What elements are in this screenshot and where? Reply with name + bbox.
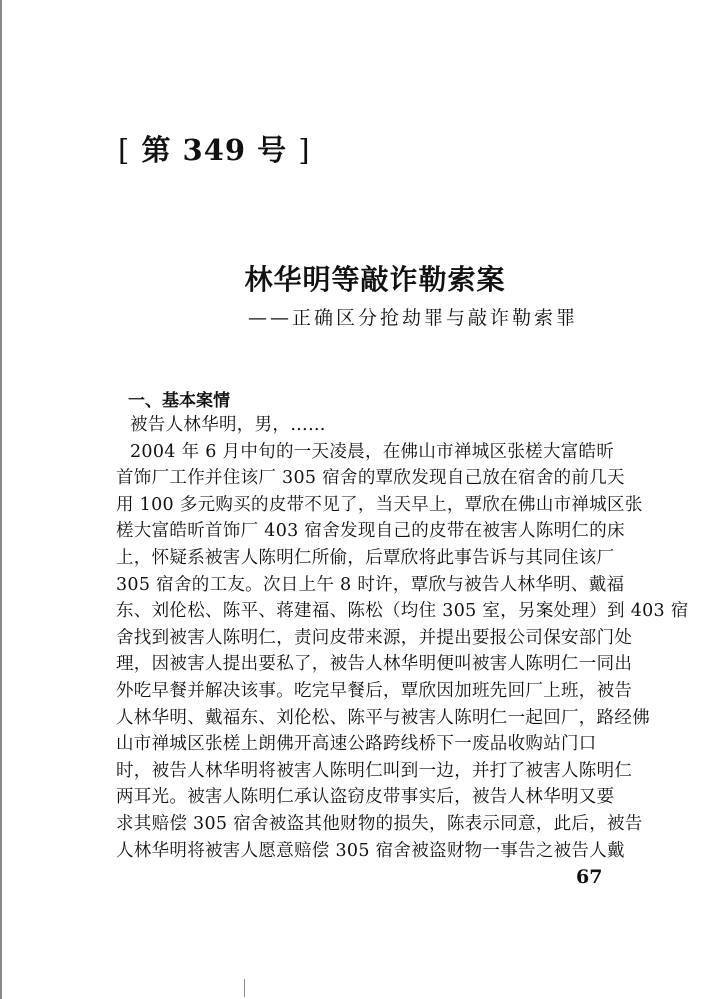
paragraph-line: 上，怀疑系被害人陈明仁所偷，后覃欣将此事告诉与其同住该厂 (116, 547, 615, 568)
paragraph-line: 人林华明将被害人愿意赔偿 305 宿舍被盗财物一事告之被告人戴 (116, 840, 625, 861)
paragraph-line: 首饰厂工作并住该厂 305 宿舍的覃欣发现自己放在宿舍的前几天 (116, 468, 625, 489)
paragraph-line: 理，因被害人提出要私了，被告人林华明便叫被害人陈明仁一同出 (116, 654, 633, 675)
paragraph-line: 外吃早餐并解决该事。吃完早餐后，覃欣因加班先回厂上班，被告 (116, 680, 633, 701)
paragraph-line: 2004 年 6 月中旬的一天凌晨，在佛山市禅城区张槎大富皓昕 (130, 441, 615, 462)
paragraph-line: 山市禅城区张槎上朗佛开高速公路跨线桥下一废品收购站门口 (116, 734, 597, 755)
scan-edge-line (0, 0, 2, 999)
paragraph-line: 人林华明、戴福东、刘伦松、陈平与被害人陈明仁一起回厂，路经佛 (116, 707, 650, 728)
case-number (118, 128, 311, 169)
paragraph-line: 求其赔偿 305 宿舍被盗其他财物的损失，陈表示同意，此后，被告 (116, 813, 643, 834)
paragraph-line: 两耳光。被害人陈明仁承认盗窃皮带事实后，被告人林华明又要 (116, 787, 615, 808)
page-number: 67 (576, 866, 603, 888)
paragraph-line: 时，被告人林华明将被害人陈明仁叫到一边，并打了被害人陈明仁 (116, 760, 633, 781)
defendant-line: 被告人林华明，男，…… (130, 415, 326, 435)
paragraph-line: 槎大富皓昕首饰厂 403 宿舍发现自己的皮带在被害人陈明仁的床 (116, 521, 625, 542)
gutter-mark (244, 979, 245, 997)
case-number-open-bracket: [ (118, 133, 131, 167)
case-number-text: 第 349 号 (141, 133, 288, 167)
body-text (116, 412, 689, 864)
paragraph-line: 用 100 多元购买的皮带不见了，当天早上，覃欣在佛山市禅城区张 (116, 494, 643, 515)
section-heading: 一、基本案情 (128, 391, 230, 411)
case-number-close-bracket: ] (298, 133, 311, 167)
paragraph-line: 305 宿舍的工友。次日上午 8 时许，覃欣与被告人林华明、戴福 (116, 574, 625, 595)
paragraph-line: 东、刘伦松、陈平、蒋建福、陈松（均住 305 室，另案处理）到 403 宿 (116, 601, 689, 622)
case-subtitle: ——正确区分抢劫罪与敲诈勒索罪 (248, 307, 579, 329)
case-title: 林华明等敲诈勒索案 (244, 263, 506, 296)
paragraph-line: 舍找到被害人陈明仁，责问皮带来源，并提出要报公司保安部门处 (116, 627, 633, 648)
